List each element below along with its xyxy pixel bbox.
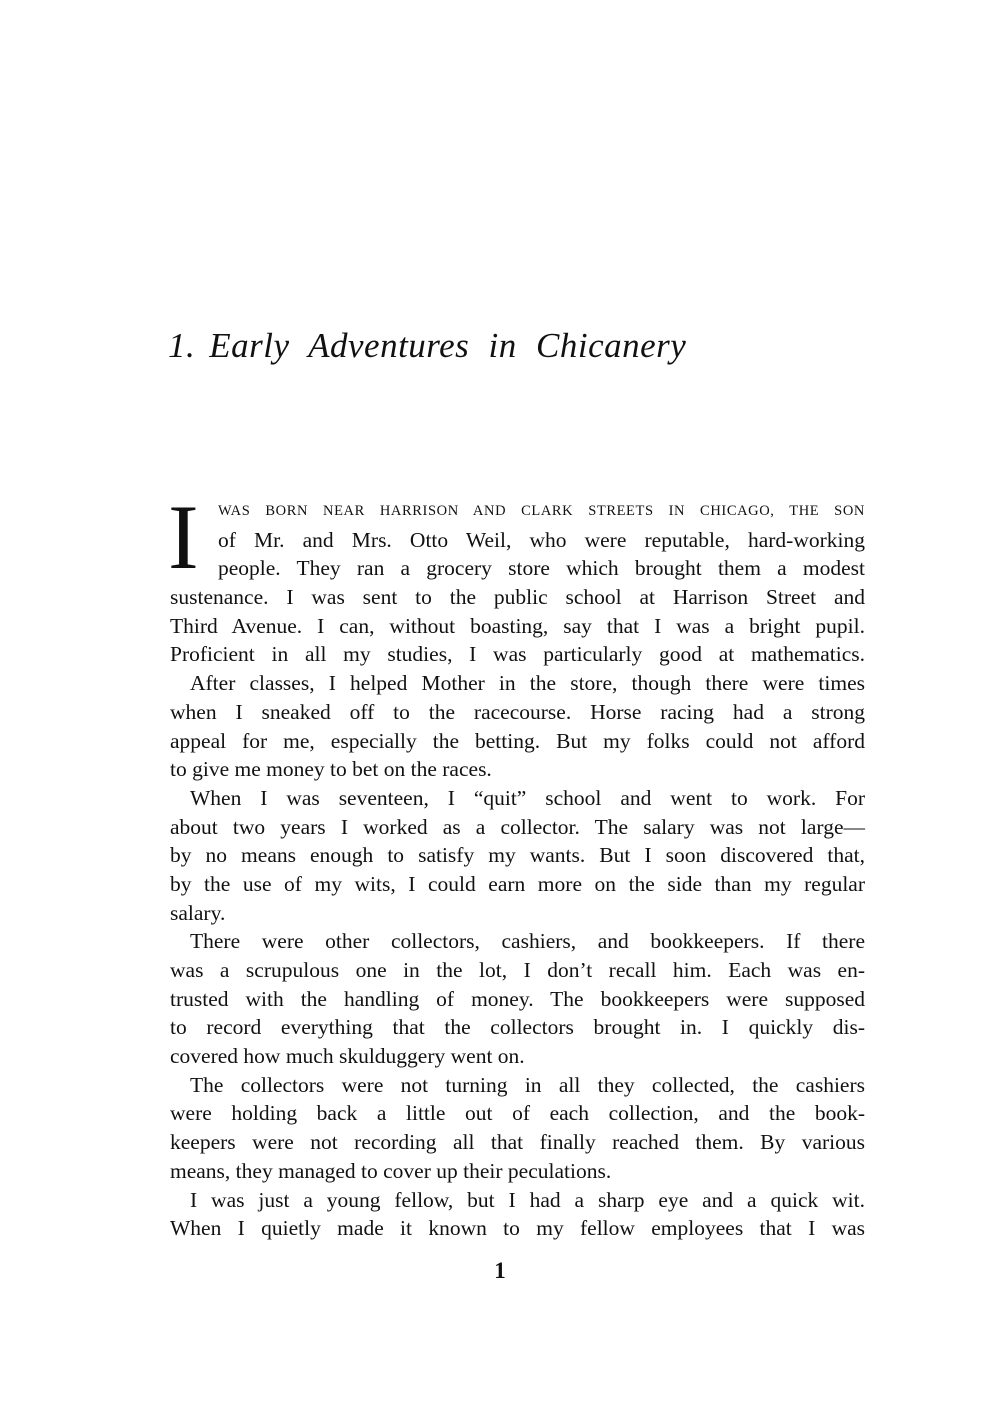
text-line: about two years I worked as a collector. The salary was not large— <box>170 814 865 839</box>
text-line: When I was seventeen, I “quit” school and went to work. For <box>190 785 865 810</box>
text-line: by the use of my wits, I could earn more on the side than my regular <box>170 871 865 896</box>
text-line: Third Avenue. I can, without boasting, say that I was a bright pupil. <box>170 613 865 638</box>
text-line: After classes, I helped Mother in the store, though there were times <box>190 671 865 696</box>
text-line: appeal for me, especially the betting. But my folks could not afford <box>170 728 865 753</box>
text-line: were holding back a little out of each collection, and the book- <box>170 1101 865 1126</box>
text-line: keepers were not recording all that finally reached them. By various <box>170 1130 865 1155</box>
page-number: 1 <box>494 1258 506 1283</box>
text-line: to give me money to bet on the races. <box>170 757 492 782</box>
text-line: was a scrupulous one in the lot, I don’t recall him. Each was en- <box>170 958 865 982</box>
body-text <box>168 486 865 1243</box>
text-line: When I quietly made it known to my fellow employees that I was <box>170 1216 865 1241</box>
text-line: by no means enough to satisfy my wants. But I soon discovered that, <box>170 843 865 868</box>
chapter-title <box>168 326 686 366</box>
text-line: sustenance. I was sent to the public school at Harrison Street and <box>170 585 865 610</box>
text-line: to record everything that the collectors brought in. I quickly dis- <box>170 1015 865 1040</box>
chapter-number: 1. <box>168 326 196 365</box>
text-line: WAS BORN NEAR HARRISON AND CLARK STREETS IN CHICAGO, THE SON <box>218 503 865 519</box>
text-line: I was just a young fellow, but I had a sharp eye and a quick wit. <box>190 1187 865 1212</box>
text-line: when I sneaked off to the racecourse. Horse racing had a strong <box>170 699 865 724</box>
text-line: The collectors were not turning in all they collected, the cashiers <box>190 1072 865 1097</box>
text-line: salary. <box>170 900 226 925</box>
drop-cap: I <box>168 486 199 588</box>
text-line: means, they managed to cover up their peculations. <box>170 1158 612 1183</box>
text-line: covered how much skulduggery went on. <box>170 1044 525 1069</box>
text-line: of Mr. and Mrs. Otto Weil, who were reputable, hard-working <box>218 527 865 552</box>
text-line: Proficient in all my studies, I was particularly good at mathematics. <box>170 642 865 667</box>
text-line: trusted with the handling of money. The bookkeepers were supposed <box>170 986 865 1011</box>
text-line: people. They ran a grocery store which brought them a modest <box>218 556 865 581</box>
text-line: There were other collectors, cashiers, and bookkeepers. If there <box>190 929 865 954</box>
chapter-title-text: Early Adventures in Chicanery <box>209 326 687 365</box>
